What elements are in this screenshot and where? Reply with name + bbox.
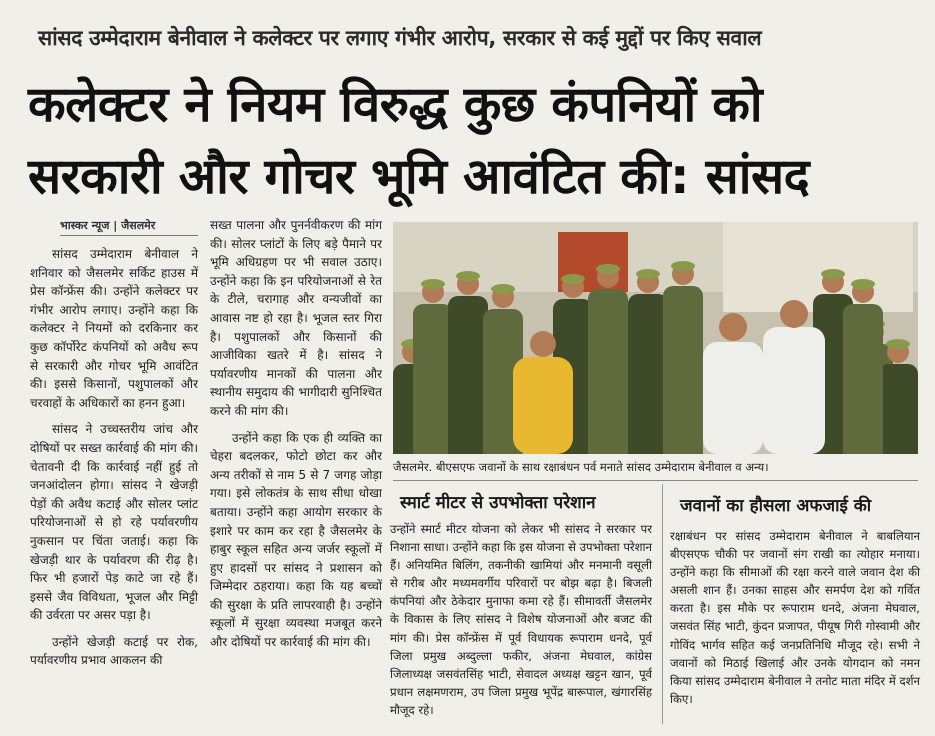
- paragraph: सांसद ने उच्चस्तरीय जांच और दोषियों पर सख्त कार्रवाई की मांग की। चेतावनी दी कि कार्रवाई नहीं हुई तो जनआंदोलन होगा। सांसद ने खेजड़ी पेड़ों की अवैध कटाई और सोलर प्लांट परियोजनाओं से हो रहे पर्यावरणीय नुकसान पर चिंता जताई। कहा कि खेजड़ी थार के पर्यावरण की रीढ़ है। फिर भी हजारों पेड़ काटे जा रहे हैं। इससे जैव विविधता, भूजल और मिट्टी की उर्वरता पर असर पड़ा है।: [30, 422, 198, 623]
- yellow-saree-figure: [513, 357, 573, 454]
- figure-head: [530, 331, 556, 357]
- divider: [393, 480, 918, 481]
- main-headline-line-1: कलेक्टर ने नियम विरुद्ध कुछ कंपनियों को: [28, 76, 763, 133]
- paragraph: उन्होंने खेजड़ी कटाई पर रोक, पर्यावरणीय प्रभाव आकलन की: [30, 634, 198, 668]
- story3-headline: जवानों का हौसला अफजाई की: [680, 496, 872, 516]
- paragraph: रक्षाबंधन पर सांसद उम्मेदाराम बेनीवाल ने बाबलियान बीएसएफ चौकी पर जवानों संग राखी का त्योहार मनाया। उन्होंने कहा कि सीमाओं की रक्षा करने वाले जवान देश की असली शान हैं। उनका साहस और समर्पण देश को गर्वित करता है। इस मौके पर रूपाराम धनदे, अंजना मेघवाल, जसवंत सिंह भाटी, कुंदन प्रजापत, पीयूष गिरी गोस्वामी और गोविंद भार्गव सहित कई जनप्रतिनिधि मौजूद रहे। सभी ने जवानों को मिठाई खिलाई और उनके योगदान को नमन किया सांसद उम्मेदाराम बेनीवाल ने तनोट माता मंदिर में दर्शन किए।: [670, 529, 920, 706]
- bsf-raksha-bandhan-photo: [393, 222, 918, 454]
- photo-caption: जैसलमेर. बीएसएफ जवानों के साथ रक्षाबंधन पर्व मनाते सांसद उम्मेदाराम बेनीवाल व अन्य।: [393, 460, 769, 474]
- soldier-beret: [596, 264, 620, 274]
- paragraph: सांसद उम्मेदाराम बेनीवाल ने शनिवार को जैसलमेर सर्किट हाउस में प्रेस कॉन्फ्रेंस की। उन्होंने कलेक्टर पर गंभीर आरोप लगाए। उन्होंने कहा कि कलेक्टर ने नियमों को दरकिनार कर कुछ कॉर्पोरेट कंपनियों को अवैध रूप से सरकारी और गोचर भूमि आवंटित की। इससे किसानों, पशुपालकों और चरवाहों के अधिकारों का हनन हुआ।: [30, 247, 198, 410]
- soldier-figure: [878, 364, 918, 454]
- soldier-beret: [886, 339, 910, 349]
- column-divider: [662, 484, 663, 724]
- story2-body: [390, 520, 652, 727]
- soldier-beret: [456, 271, 480, 281]
- main-headline-line-2: सरकारी और गोचर भूमि आवंटित की: सांसद: [28, 148, 810, 205]
- soldier-figure: [843, 304, 883, 454]
- figure-head: [780, 300, 808, 328]
- soldier-beret: [491, 284, 515, 294]
- soldier-figure: [413, 304, 453, 454]
- soldier-beret: [821, 269, 845, 279]
- figure-head: [719, 313, 747, 341]
- soldier-beret: [561, 274, 585, 284]
- story2-headline: स्मार्ट मीटर से उपभोक्ता परेशान: [400, 493, 596, 513]
- soldier-beret: [851, 279, 875, 289]
- white-kurta-figure: [703, 342, 763, 454]
- soldier-figure: [663, 286, 703, 454]
- story3-body: [670, 527, 920, 716]
- news-photo: [393, 222, 918, 454]
- soldier-beret: [421, 279, 445, 289]
- article-column-1: [30, 245, 198, 678]
- photo-crowd: [393, 261, 918, 454]
- article-column-2: [210, 216, 382, 660]
- soldier-figure: [448, 296, 488, 454]
- soldier-beret: [636, 269, 660, 279]
- soldier-beret: [671, 261, 695, 271]
- soldier-figure: [588, 289, 628, 454]
- paragraph: सख्त पालना और पुनर्नवीकरण की मांग की। सोलर प्लांटों के लिए बड़े पैमाने पर भूमि अधिग्रहण पर भी सवाल उठाए। उन्होंने कहा कि इन परियोजनाओं से रेत के टीले, चरागाह और वन्यजीवों का आवास नष्ट हो रहा है। भूजल स्तर गिरा है। पशुपालकों और किसानों की आजीविका खतरे में है। सांसद ने पर्यावरणीय मानकों की पालना और स्थानीय समुदाय की भागीदारी सुनिश्चित करने की मांग की।: [210, 218, 382, 418]
- paragraph: उन्होंने स्मार्ट मीटर योजना को लेकर भी सांसद ने सरकार पर निशाना साधा। उन्होंने कहा कि इस योजना से उपभोक्ता परेशान हैं। अनियमित बिलिंग, तकनीकी खामियां और मनमानी वसूली से गरीब और मध्यमवर्गीय परिवारों पर बोझ बढ़ा है। बिजली कंपनियां और ठेकेदार मुनाफा कमा रहे हैं। सीमावर्ती जैसलमेर के विकास के लिए सांसद ने विशेष योजनाओं और बजट की मांग की। प्रेस कॉन्फ्रेंस में पूर्व विधायक रूपाराम धनदे, पूर्व जिला प्रमुख अब्दुल्ला फकीर, अंजना मेघवाल, कांग्रेस जिलाध्यक्ष जसवंतसिंह भाटी, सेवादल अध्यक्ष खट्टन खान, पूर्व प्रधान लक्षमणराम, उप जिला प्रमुख भूपेंद्र बारूपाल, खंगारसिंह मौजूद रहे।: [390, 522, 652, 717]
- soldier-figure: [628, 294, 668, 454]
- kicker-headline: सांसद उम्मेदाराम बेनीवाल ने कलेक्टर पर लगाए गंभीर आरोप, सरकार से कई मुद्दों पर किए सवाल: [38, 26, 762, 50]
- byline: भास्कर न्यूज | जैसलमेर: [60, 218, 198, 236]
- white-kurta-figure: [763, 327, 825, 454]
- paragraph: उन्होंने कहा कि एक ही व्यक्ति का चेहरा बदलकर, फोटो छोटा कर और अन्य तरीकों से नाम 5 से 7 जगह जोड़ा गया। इसे लोकतंत्र के साथ सीधा धोखा बताया। उन्होंने कहा आयोग सरकार के इशारे पर काम कर रहा है जैसलमेर के हाबुर स्कूल सहित अन्य जर्जर स्कूलों में हुए हादसों पर सांसद ने प्रशासन को जिम्मेदार ठहराया। कहा कि यह बच्चों की सुरक्षा के प्रति लापरवाही है। उन्होंने स्कूलों में सुरक्षा व्यवस्था मजबूत करने और दोषियों पर कार्रवाई की मांग की।: [210, 430, 382, 650]
